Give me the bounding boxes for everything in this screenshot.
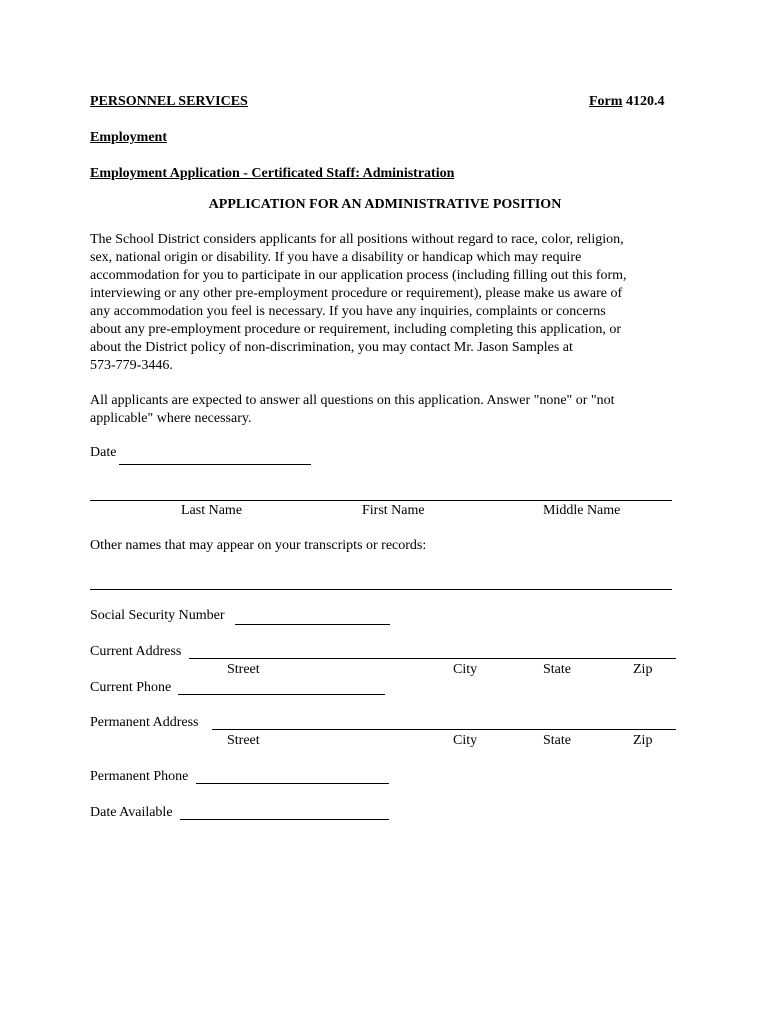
permanent-address-field[interactable]: [212, 729, 676, 730]
permanent-address-label: Permanent Address: [90, 715, 199, 730]
date-available-label: Date Available: [90, 805, 173, 820]
instructions-paragraph: [90, 392, 680, 428]
intro-paragraph: [90, 231, 680, 375]
instructions-line: applicable" where necessary.: [90, 411, 252, 426]
permanent-phone-label: Permanent Phone: [90, 769, 189, 784]
zip-label: Zip: [633, 733, 653, 748]
intro-line: sex, national origin or disability. If you have a disability or handicap which may require: [90, 250, 582, 265]
permanent-phone-field[interactable]: [196, 783, 389, 784]
ssn-label: Social Security Number: [90, 608, 225, 623]
section-heading: Employment: [90, 130, 167, 145]
date-available-field[interactable]: [180, 819, 389, 820]
intro-line: interviewing or any other pre-employment procedure or requirement), please make us aware of: [90, 286, 623, 301]
state-label: State: [543, 662, 571, 677]
intro-line: 573-779-3446.: [90, 358, 173, 373]
form-subtitle: Employment Application - Certificated Staff: Administration: [90, 166, 455, 181]
name-field[interactable]: [90, 500, 672, 501]
department-heading: PERSONNEL SERVICES: [90, 94, 248, 109]
form-label: Form: [589, 94, 623, 109]
intro-line: The School District considers applicants for all positions without regard to race, color, religion,: [90, 232, 624, 247]
middle-name-label: Middle Name: [543, 503, 621, 518]
current-phone-field[interactable]: [178, 694, 385, 695]
street-label: Street: [227, 662, 260, 677]
intro-line: about any pre-employment procedure or requirement, including completing this application, or: [90, 322, 622, 337]
current-address-field[interactable]: [189, 658, 676, 659]
date-label: Date: [90, 445, 117, 460]
city-label: City: [453, 662, 478, 677]
state-label: State: [543, 733, 571, 748]
zip-label: Zip: [633, 662, 653, 677]
current-address-label: Current Address: [90, 644, 182, 659]
street-label: Street: [227, 733, 260, 748]
other-names-field[interactable]: [90, 589, 672, 590]
intro-line: accommodation for you to participate in our application process (including filling out this form,: [90, 268, 627, 283]
form-number: [589, 94, 664, 110]
intro-line: about the District policy of non-discrimination, you may contact Mr. Jason Samples at: [90, 340, 573, 355]
ssn-field[interactable]: [235, 624, 390, 625]
instructions-line: All applicants are expected to answer all questions on this application. Answer "none" or "not: [90, 393, 615, 408]
intro-line: any accommodation you feel is necessary. If you have any inquiries, complaints or concerns: [90, 304, 606, 319]
current-phone-label: Current Phone: [90, 680, 172, 695]
first-name-label: First Name: [362, 503, 425, 518]
form-title: APPLICATION FOR AN ADMINISTRATIVE POSITION: [208, 197, 562, 212]
other-names-label: Other names that may appear on your transcripts or records:: [90, 538, 427, 553]
last-name-label: Last Name: [181, 503, 243, 518]
city-label: City: [453, 733, 478, 748]
date-field[interactable]: [119, 464, 311, 465]
form-number-value: 4120.4: [625, 94, 665, 109]
